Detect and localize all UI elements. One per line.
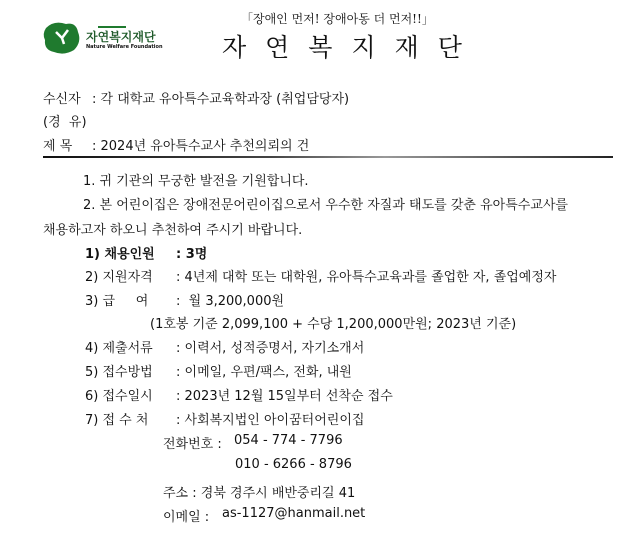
address: 주소 : 경북 경주시 배반중리길 41	[163, 486, 356, 501]
subject-value: : 2024년 유아특수교사 추천의뢰의 건	[92, 139, 310, 154]
paragraph-1: 1. 귀 기관의 무궁한 발전을 기원합니다.	[83, 174, 309, 189]
item-value: : 2023년 12월 15일부터 선착순 접수	[176, 389, 393, 404]
subject-divider	[43, 156, 613, 158]
email-link[interactable]: as-1127@hanmail.net	[222, 506, 366, 521]
item-label: 7) 접 수 처	[85, 413, 149, 428]
email-label: 이메일 :	[163, 510, 210, 525]
phone-label: 전화번호 :	[163, 437, 222, 452]
item-value: : 이메일, 우편/팩스, 전화, 내원	[176, 365, 352, 380]
item-label: 2) 지원자격	[85, 270, 153, 285]
phone-2: 010 - 6266 - 8796	[235, 457, 352, 472]
foundation-logo	[42, 20, 162, 56]
logo-subtext: Nature Welfare Foundation	[86, 44, 163, 50]
recipient-label: 수신자	[43, 92, 81, 107]
slogan: 「장애인 먼저! 장애아동 더 먼저!!」	[241, 12, 434, 26]
subject-label: 제 목	[43, 139, 73, 154]
via-label: (경 유)	[43, 115, 87, 130]
item-value: : 이력서, 성적증명서, 자기소개서	[176, 341, 365, 356]
item-value: : 4년제 대학 또는 대학원, 유아특수교육과를 졸업한 자, 졸업예정자	[176, 270, 557, 285]
org-name: 자연복지재단	[222, 33, 481, 62]
phone-1: 054 - 774 - 7796	[234, 433, 343, 448]
item-label: 5) 접수방법	[85, 365, 153, 380]
recipient-value: : 각 대학교 유아특수교육학과장 (취업담당자)	[92, 92, 350, 107]
item-label: 1) 채용인원	[85, 247, 155, 262]
paragraph-2b: 채용하고자 하오니 추천하여 주시기 바랍니다.	[43, 223, 303, 238]
item-label: 3) 급 여	[85, 294, 149, 309]
paragraph-2a: 2. 본 어린이집은 장애전문어린이집으로서 우수한 자질과 태도를 갖춘 유아특수교사를	[83, 198, 568, 213]
item-value: : 사회복지법인 아이꿈터어린이집	[176, 413, 365, 428]
item-note: (1호봉 기준 2,099,100 + 수당 1,200,000만원; 2023년 기준)	[150, 317, 517, 332]
item-value: : 3명	[176, 247, 208, 262]
item-value: : 월 3,200,000원	[176, 294, 285, 309]
logo-text: 자연복지재단	[86, 30, 156, 44]
item-label: 6) 접수일시	[85, 389, 153, 404]
item-label: 4) 제출서류	[85, 341, 153, 356]
